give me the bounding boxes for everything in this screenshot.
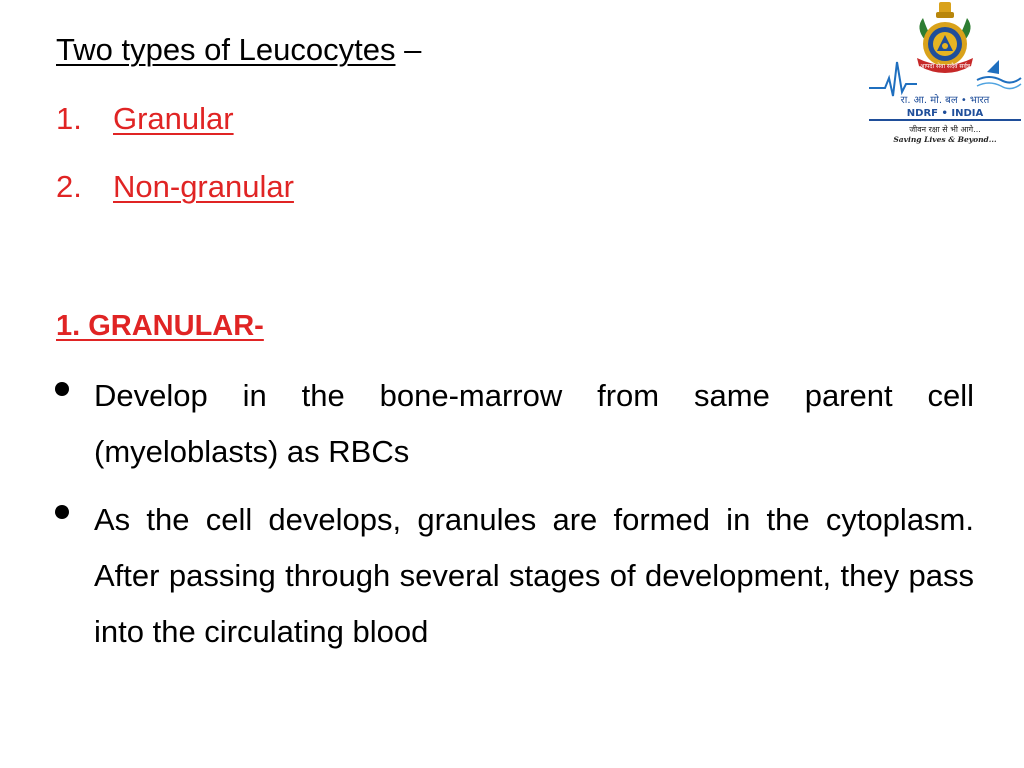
slide-title bbox=[56, 30, 421, 70]
ribbon-text: आपदा सेवा सदैव सर्वत्र bbox=[919, 63, 971, 70]
ndrf-logo bbox=[865, 0, 1024, 148]
title-dash: – bbox=[395, 32, 422, 67]
heartbeat-icon bbox=[869, 62, 917, 96]
tagline-english: Saving Lives & Beyond... bbox=[893, 135, 997, 144]
section-heading: 1. GRANULAR- bbox=[56, 310, 264, 342]
boat-icon bbox=[977, 60, 1021, 89]
bullet-text: Develop in the bone-marrow from same parent cell (myeloblasts) as RBCs bbox=[94, 378, 974, 469]
tagline-hindi: जीवन रक्षा से भी आगे... bbox=[909, 125, 981, 134]
list-item-granular bbox=[56, 99, 234, 139]
bullet-icon bbox=[55, 505, 69, 519]
list-number: 1. bbox=[56, 101, 82, 136]
bullet-text: As the cell develops, granules are formed in the cytoplasm. After passing through several stages of development, they pass into the circulating blood bbox=[94, 502, 974, 649]
list-label: Non-granular bbox=[113, 169, 294, 204]
bullet-icon bbox=[55, 382, 69, 396]
org-hindi: रा. आ. मो. बल • भारत bbox=[900, 95, 990, 106]
org-english: NDRF • INDIA bbox=[906, 108, 984, 119]
title-text: Two types of Leucocytes bbox=[56, 32, 396, 67]
emblem-icon bbox=[917, 2, 973, 73]
list-number: 2. bbox=[56, 169, 82, 204]
list-label: Granular bbox=[113, 101, 234, 136]
list-item-non-granular bbox=[56, 167, 294, 207]
